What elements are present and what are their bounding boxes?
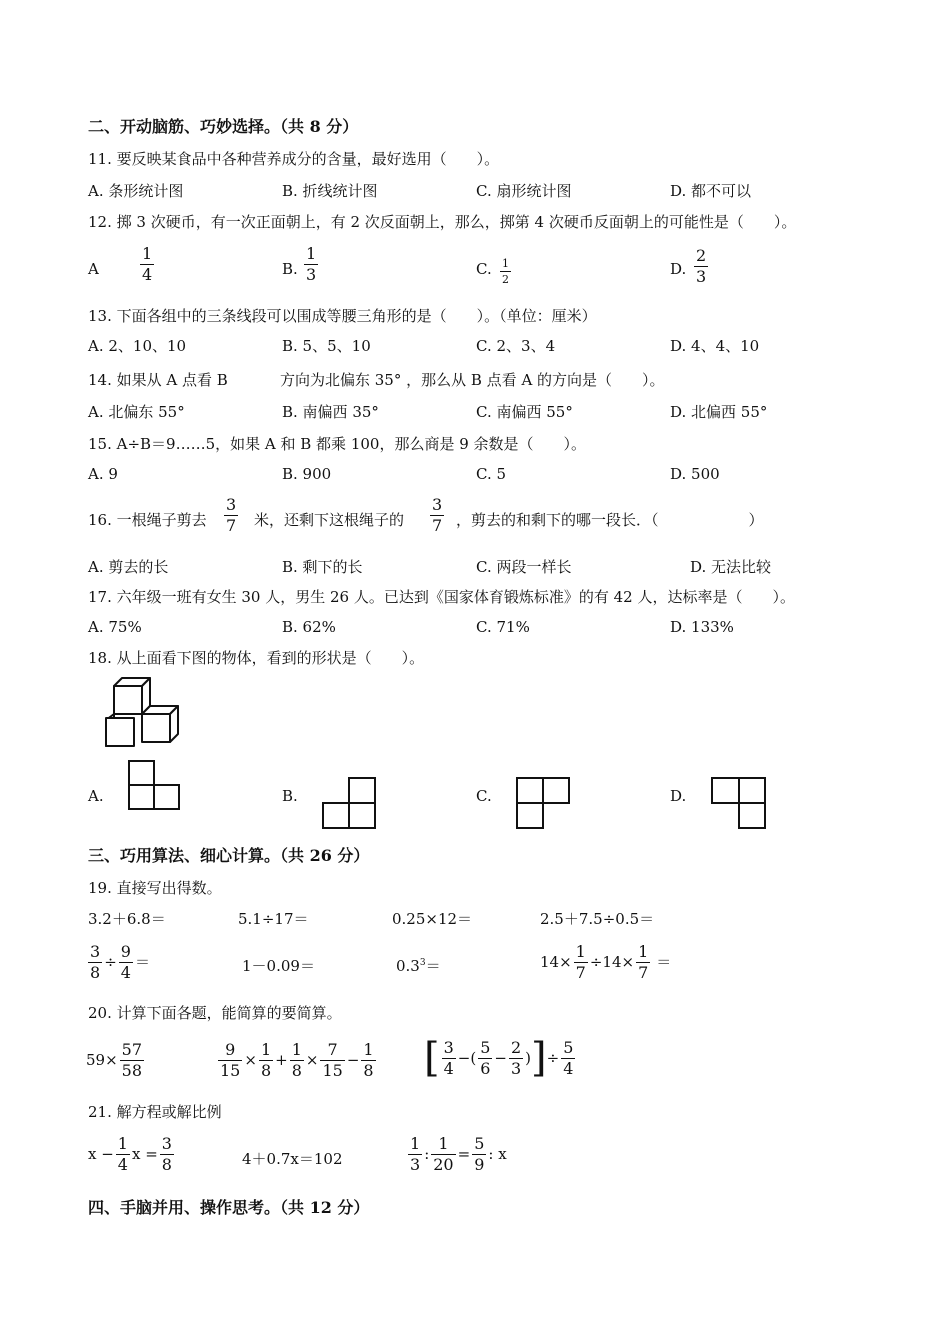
q14-option-c: C. 南偏西 55° — [476, 403, 573, 421]
q12-frac-c: $\frac{1}{2}$ — [502, 257, 509, 286]
q11-option-b: B. 折线统计图 — [282, 182, 378, 200]
q16-stem-part3: ，剪去的和剩下的哪一段长．（ ） — [456, 511, 764, 529]
q19-expr-5: $\frac{3}{8}$ ÷ $\frac{9}{4}$ ＝ — [90, 942, 150, 982]
q21-stem: 21. 解方程或解比例 — [88, 1103, 222, 1121]
q12-frac-d: $\frac{2}{3}$ — [696, 246, 707, 286]
q18-option-c: C. — [476, 787, 492, 805]
q21-equation-1: x − $\frac{1}{4}$ x = $\frac{3}{8}$ — [88, 1134, 172, 1174]
q16-stem-part1: 16. 一根绳子剪去 — [88, 511, 207, 529]
q12-option-b: B. — [282, 260, 298, 278]
q16-fraction-1: $\frac{3}{7}$ — [226, 495, 237, 535]
q15-option-a: A. 9 — [88, 465, 118, 483]
q19-stem: 19. 直接写出得数。 — [88, 879, 222, 897]
q18-shape-d — [710, 776, 768, 830]
q21-proportion-3: $\frac{1}{3}$ : $\frac{1}{20}$ = $\frac{5}{9}$ : x — [410, 1134, 507, 1174]
q21-equation-2: 4＋0.7x＝102 — [242, 1150, 343, 1168]
q17-option-a: A. 75% — [88, 618, 142, 636]
q14-stem-part1: 14. 如果从 A 点看 B — [88, 371, 228, 389]
q16-option-a: A. 剪去的长 — [88, 558, 169, 576]
section-4-heading: 四、手脑并用、操作思考。（共 12 分） — [88, 1198, 370, 1217]
q11-stem: 11. 要反映某食品中各种营养成分的含量，最好选用（ ）。 — [88, 150, 500, 168]
q19-expr-6: 1－0.09＝ — [242, 957, 315, 975]
q14-option-d: D. 北偏西 55° — [670, 403, 768, 421]
q15-option-b: B. 900 — [282, 465, 332, 483]
q15-option-c: C. 5 — [476, 465, 507, 483]
q15-option-d: D. 500 — [670, 465, 720, 483]
q18-shape-a — [127, 759, 182, 811]
q18-option-d: D. — [670, 787, 687, 805]
q13-option-b: B. 5、5、10 — [282, 337, 371, 355]
q11-option-a: A. 条形统计图 — [88, 182, 184, 200]
q17-option-c: C. 71% — [476, 618, 530, 636]
q14-stem-part2: 方向为北偏东 35° ，那么从 B 点看 A 的方向是（ ）。 — [280, 371, 665, 389]
q19-expr-4: 2.5＋7.5÷0.5＝ — [540, 910, 655, 928]
q12-stem: 12. 掷 3 次硬币，有一次正面朝上，有 2 次反面朝上，那么，掷第 4 次硬币反面朝上的可能性是（ ）。 — [88, 213, 797, 231]
section-2-heading: 二、开动脑筋、巧妙选择。（共 8 分） — [88, 117, 359, 136]
q16-option-b: B. 剩下的长 — [282, 558, 363, 576]
q16-option-c: C. 两段一样长 — [476, 558, 572, 576]
q19-expr-3: 0.25×12＝ — [392, 910, 473, 928]
q18-option-a: A. — [88, 787, 104, 805]
q19-expr-1: 3.2＋6.8＝ — [88, 910, 166, 928]
q16-stem-part2: 米，还剩下这根绳子的 — [254, 511, 405, 529]
q16-option-d: D. 无法比较 — [690, 558, 772, 576]
q19-expr-7: $0.3^3=$ — [396, 957, 441, 975]
q16-fraction-2: $\frac{3}{7}$ — [432, 495, 443, 535]
q19-expr-8: 14× $\frac{1}{7}$ ÷14× $\frac{1}{7}$ ＝ — [540, 942, 672, 982]
q13-option-c: C. 2、3、4 — [476, 337, 556, 355]
q13-stem: 13. 下面各组中的三条线段可以围成等腰三角形的是（ ）。（单位：厘米） — [88, 307, 597, 325]
q12-frac-a: $\frac{1}{4}$ — [142, 244, 153, 284]
q12-frac-b: $\frac{1}{3}$ — [306, 244, 317, 284]
q13-option-d: D. 4、4、10 — [670, 337, 760, 355]
q18-stem: 18. 从上面看下图的物体，看到的形状是（ ）。 — [88, 649, 425, 667]
q18-shape-b — [320, 776, 378, 830]
q12-option-c: C. — [476, 260, 492, 278]
q18-option-b: B. — [282, 787, 298, 805]
q12-option-d: D. — [670, 260, 687, 278]
q20-expr-1: 59× $\frac{57}{58}$ — [86, 1040, 143, 1080]
q15-stem: 15. A÷B＝9……5，如果 A 和 B 都乘 100，那么商是 9 余数是（ ）。 — [88, 435, 587, 453]
section-3-heading: 三、巧用算法、细心计算。（共 26 分） — [88, 846, 370, 865]
q11-option-c: C. 扇形统计图 — [476, 182, 572, 200]
q12-option-a: A — [88, 260, 99, 278]
q13-option-a: A. 2、10、10 — [88, 337, 187, 355]
q14-option-b: B. 南偏西 35° — [282, 403, 379, 421]
q18-shape-c — [515, 776, 571, 830]
q11-option-d: D. 都不可以 — [670, 182, 752, 200]
q17-stem: 17. 六年级一班有女生 30 人，男生 26 人。已达到《国家体育锻炼标准》的有 42 人，达标率是（ ）。 — [88, 588, 795, 606]
q19-expr-2: 5.1÷17＝ — [238, 910, 309, 928]
q20-expr-3: [ $\frac{3}{4}$ −( $\frac{5}{6}$ − $\frac{2}{3}$ ) ] ÷ $\frac{5}{4}$ — [424, 1035, 574, 1081]
q17-option-d: D. 133% — [670, 618, 734, 636]
q17-option-b: B. 62% — [282, 618, 336, 636]
q20-expr-2: $\frac{9}{15}$ × $\frac{1}{8}$ + $\frac{1}{8}$ × $\frac{7}{15}$ − $\frac{1}{8}$ — [220, 1040, 374, 1080]
q18-cube-figure — [98, 676, 182, 748]
q14-option-a: A. 北偏东 55° — [88, 403, 185, 421]
q20-stem: 20. 计算下面各题，能简算的要简算。 — [88, 1004, 342, 1022]
